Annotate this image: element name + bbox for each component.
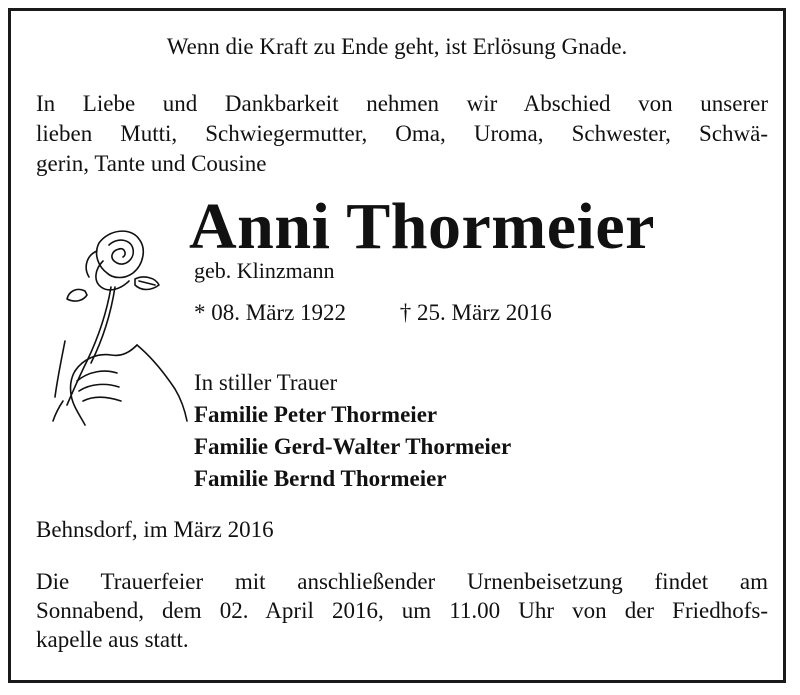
mourners-block bbox=[194, 367, 511, 495]
ceremony-line: kapelle aus statt. bbox=[36, 627, 189, 652]
obituary-notice bbox=[8, 8, 786, 683]
death-date: † 25. März 2016 bbox=[399, 300, 552, 325]
ceremony-line: Sonnabend, dem 02. April 2016, um 11.00 Uhr von der Friedhofs- bbox=[36, 598, 768, 623]
deceased-name: Anni Thormeier bbox=[189, 190, 655, 263]
intro-text bbox=[36, 89, 768, 179]
ceremony-text bbox=[36, 567, 768, 654]
rose-in-hand-icon bbox=[39, 221, 189, 426]
ceremony-line: Die Trauerfeier mit anschließender Urnenbeisetzung findet am bbox=[36, 569, 768, 594]
family-name: Familie Peter Thormeier bbox=[194, 402, 438, 427]
place-date: Behnsdorf, im März 2016 bbox=[36, 517, 274, 542]
motto: Wenn die Kraft zu Ende geht, ist Erlösung Gnade. bbox=[166, 34, 628, 59]
intro-line: In Liebe und Dankbarkeit nehmen wir Abschied von unserer bbox=[36, 91, 768, 116]
intro-line: gerin, Tante und Cousine bbox=[36, 151, 267, 176]
maiden-name: geb. Klinzmann bbox=[194, 258, 335, 283]
family-name: Familie Bernd Thormeier bbox=[194, 466, 447, 491]
mourning-lead: In stiller Trauer bbox=[194, 370, 338, 395]
life-dates bbox=[194, 299, 552, 327]
birth-date: * 08. März 1922 bbox=[194, 300, 347, 325]
family-name: Familie Gerd-Walter Thormeier bbox=[194, 434, 512, 459]
intro-line: lieben Mutti, Schwiegermutter, Oma, Uroma, Schwester, Schwä- bbox=[36, 121, 768, 146]
